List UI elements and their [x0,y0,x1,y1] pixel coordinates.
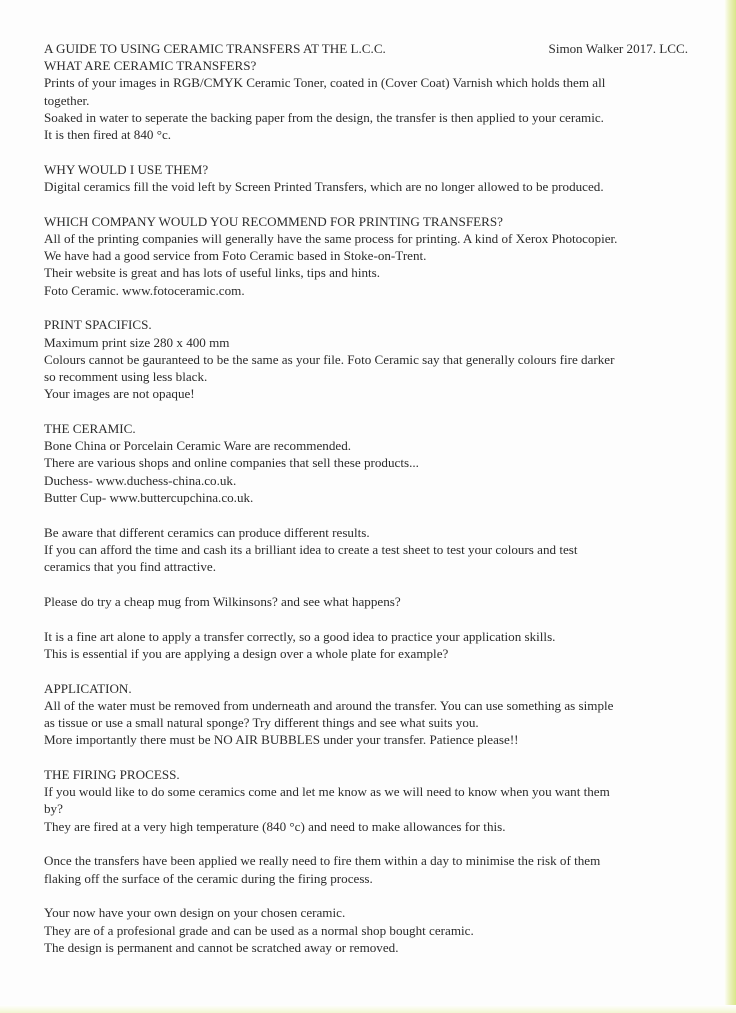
section-block [44,852,684,886]
body-text-line: Digital ceramics fill the void left by Screen Printed Transfers, which are no longer allowed to be produced. [44,179,604,194]
section-block [44,57,684,143]
paragraph-gap [44,835,684,853]
body-text-line: Colours cannot be gauranteed to be the same as your file. Foto Ceramic say that generally colours fire darker [44,351,615,367]
paragraph-gap [44,506,684,524]
body-text-line: Be aware that different ceramics can produce different results. [44,524,370,540]
body-text-line: More importantly there must be NO AIR BUBBLES under your transfer. Patience please!! [44,732,519,748]
paragraph-gap [44,748,684,766]
body-text-line: If you can afford the time and cash its a brilliant idea to create a test sheet to test your colours and test [44,541,578,557]
page-edge-bottom [0,1005,736,1013]
body-text-line: Your now have your own design on your chosen ceramic. [44,905,346,921]
body-text-line: Bone China or Porcelain Ceramic Ware are recommended. [44,438,352,454]
body-text-line: It is a fine art alone to apply a transfer correctly, so a good idea to practice your application skills. [44,628,556,644]
body-text-line: Butter Cup- www.buttercupchina.co.uk. [44,489,254,505]
body-text-line: They are fired at a very high temperature (840 °c) and need to make allowances for this. [44,818,506,834]
body-text-line: Duchess- www.duchess-china.co.uk. [44,472,237,488]
section-heading: APPLICATION. [44,680,132,696]
paragraph-gap [44,143,684,161]
body-text-line: together. [44,92,90,108]
body-text-line: This is essential if you are applying a design over a whole plate for example? [44,645,449,661]
document-title: A GUIDE TO USING CERAMIC TRANSFERS AT THE L.C.C. [44,41,386,56]
section-block [44,161,684,195]
body-text-line: Their website is great and has lots of useful links, tips and hints. [44,265,381,281]
document-header [44,40,688,57]
section-block [44,593,684,610]
section-block [44,213,684,299]
section-block [44,904,684,956]
body-text-line: All of the water must be removed from underneath and around the transfer. You can use something as simple [44,697,614,713]
section-heading: WHAT ARE CERAMIC TRANSFERS? [44,58,257,74]
body-text-line: as tissue or use a small natural sponge? Try different things and see what suits you. [44,715,479,731]
body-text-line: Foto Ceramic. www.fotoceramic.com. [44,282,245,298]
body-text-line: Soaked in water to seperate the backing paper from the design, the transfer is then applied to your ceramic. [44,109,604,125]
section-heading: THE CERAMIC. [44,421,136,437]
section-heading: WHICH COMPANY WOULD YOU RECOMMEND FOR PRINTING TRANSFERS? [44,213,503,229]
section-heading: THE FIRING PROCESS. [44,767,180,783]
paragraph-gap [44,575,684,593]
sections-container [44,57,684,956]
body-text-line: If you would like to do some ceramics come and let me know as we will need to know when you want them [44,784,610,800]
section-block [44,680,684,749]
paragraph-gap [44,402,684,420]
section-block [44,766,684,835]
section-heading: PRINT SPACIFICS. [44,317,152,333]
section-block [44,420,684,506]
body-text-line: We have had a good service from Foto Ceramic based in Stoke-on-Trent. [44,248,427,264]
section-block [44,316,684,402]
section-block [44,628,684,662]
paragraph-gap [44,610,684,628]
body-text-line: There are various shops and online companies that sell these products... [44,455,419,471]
body-text-line: ceramics that you find attractive. [44,559,216,575]
body-text-line: by? [44,801,63,817]
body-text-line: flaking off the surface of the ceramic during the firing process. [44,870,373,886]
body-text-line: Your images are not opaque! [44,386,195,402]
section-heading: WHY WOULD I USE THEM? [44,161,209,177]
section-block [44,524,684,576]
paragraph-gap [44,887,684,905]
body-text-line: Maximum print size 280 x 400 mm [44,334,230,350]
paragraph-gap [44,299,684,317]
body-text-line: The design is permanent and cannot be scratched away or removed. [44,939,399,955]
body-text-line: All of the printing companies will generally have the same process for printing. A kind of Xerox Photocopier. [44,231,618,246]
body-text-line: so recomment using less black. [44,369,208,385]
document-author: Simon Walker 2017. LCC. [548,41,688,56]
page-edge-right [724,0,736,1013]
body-text-line: Prints of your images in RGB/CMYK Ceramic Toner, coated in (Cover Coat) Varnish which holds them all [44,75,606,91]
body-text-line: They are of a profesional grade and can be used as a normal shop bought ceramic. [44,922,474,938]
body-text-line: It is then fired at 840 °c. [44,127,172,142]
body-text-line: Please do try a cheap mug from Wilkinsons? and see what happens? [44,593,401,609]
paragraph-gap [44,195,684,213]
paragraph-gap [44,662,684,680]
document-body [44,40,688,956]
body-text-line: Once the transfers have been applied we really need to fire them within a day to minimise the risk of them [44,853,601,869]
